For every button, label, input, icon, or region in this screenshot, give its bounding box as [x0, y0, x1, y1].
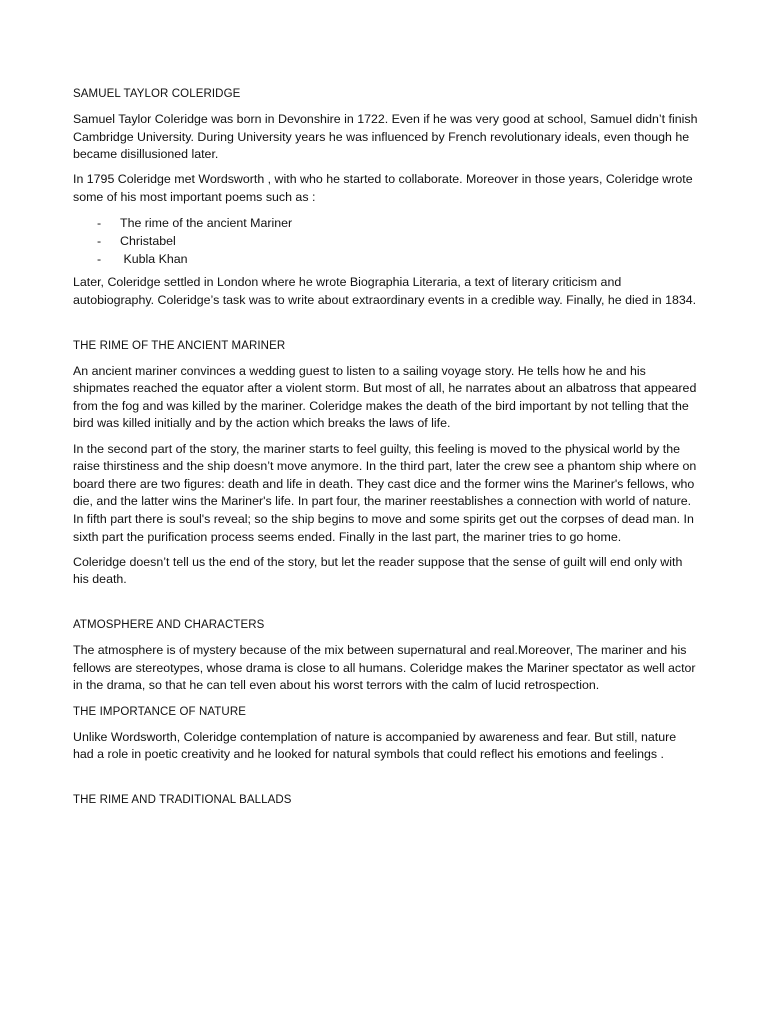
section-spacer: [73, 317, 699, 337]
paragraph-later-life: Later, Coleridge settled in London where he wrote Biographia Literaria, a text of literary criticism and autobiography. Coleridge’s task was to write about extraordinary events in a credible way. Finally, he died in 1834.: [73, 274, 697, 307]
list-dash: -: [97, 233, 102, 248]
document-page: [73, 85, 699, 817]
list-item: [73, 214, 699, 232]
list-item-label: Christabel: [120, 233, 176, 248]
paragraph-wordsworth: In 1795 Coleridge met Wordsworth , with who he started to collaborate. Moreover in those years, Coleridge wrote some of his most important poems such as :: [73, 172, 693, 204]
poems-list: [73, 214, 699, 268]
paragraph-rime-ending: Coleridge doesn’t tell us the end of the story, but let the reader suppose that the sense of guilt will end only with his death.: [73, 554, 683, 587]
paragraph-atmosphere: The atmosphere is of mystery because of the mix between supernatural and real.Moreover, The mariner and his fellows are stereotypes, whose drama is close to all humans. Coleridge makes the Mariner spectator as well actor in the drama, so that he can tell even about his worst terrors with the calm of lucid retrospection.: [73, 643, 696, 693]
paragraph-rime-summary: An ancient mariner convinces a wedding guest to listen to a sailing voyage story. He tells how he and his shipmates reached the equator after a violent storm. But most of all, he narrates about an albatross that appeared from the fog and was killed by the mariner. Coleridge makes the death of the bird important by not telling that the bird was killed initially and by the action which breaks the laws of life.: [73, 363, 697, 431]
section-heading-rime: THE RIME OF THE ANCIENT MARINER: [73, 339, 286, 352]
list-dash: -: [97, 251, 102, 266]
section-heading-atmosphere: ATMOSPHERE AND CHARACTERS: [73, 619, 265, 632]
list-item-label: The rime of the ancient Mariner: [120, 215, 293, 230]
section-heading-nature: THE IMPORTANCE OF NATURE: [73, 705, 246, 718]
section-spacer: [73, 771, 699, 791]
list-item: [73, 250, 699, 268]
list-item-label: Kubla Khan: [120, 251, 188, 266]
paragraph-nature: Unlike Wordsworth, Coleridge contemplation of nature is accompanied by awareness and fear. But still, nature had a role in poetic creativity and he looked for natural symbols that could reflect his emotions and feelings .: [73, 729, 677, 762]
section-heading-ballads: THE RIME AND TRADITIONAL BALLADS: [73, 794, 292, 807]
section-spacer: [73, 596, 699, 616]
paragraph-biography: Samuel Taylor Coleridge was born in Devonshire in 1722. Even if he was very good at school, Samuel didn’t finish Cambridge University. During University years he was influenced by French revolutionary ideals, even though he became disillusioned later.: [73, 112, 698, 162]
paragraph-rime-parts: In the second part of the story, the mariner starts to feel guilty, this feeling is moved to the physical world by the raise thirstiness and the ship doesn’t move anymore. In the third part, later the crew see a phantom ship where on board there are two figures: death and life in death. They cast dice and the former wins the Mariner's fellows, who die, and the latter wins the Mariner's life. In part four, the mariner reestablishes a connection with world of nature. In fifth part there is soul's reveal; so the ship begins to move and some spirits get out the corpses of dead man. In sixth part the purification process seems ended. Finally in the last part, the mariner tries to go home.: [73, 441, 697, 544]
list-dash: -: [97, 215, 102, 230]
section-heading-coleridge: SAMUEL TAYLOR COLERIDGE: [73, 88, 241, 100]
list-item: [73, 232, 699, 250]
